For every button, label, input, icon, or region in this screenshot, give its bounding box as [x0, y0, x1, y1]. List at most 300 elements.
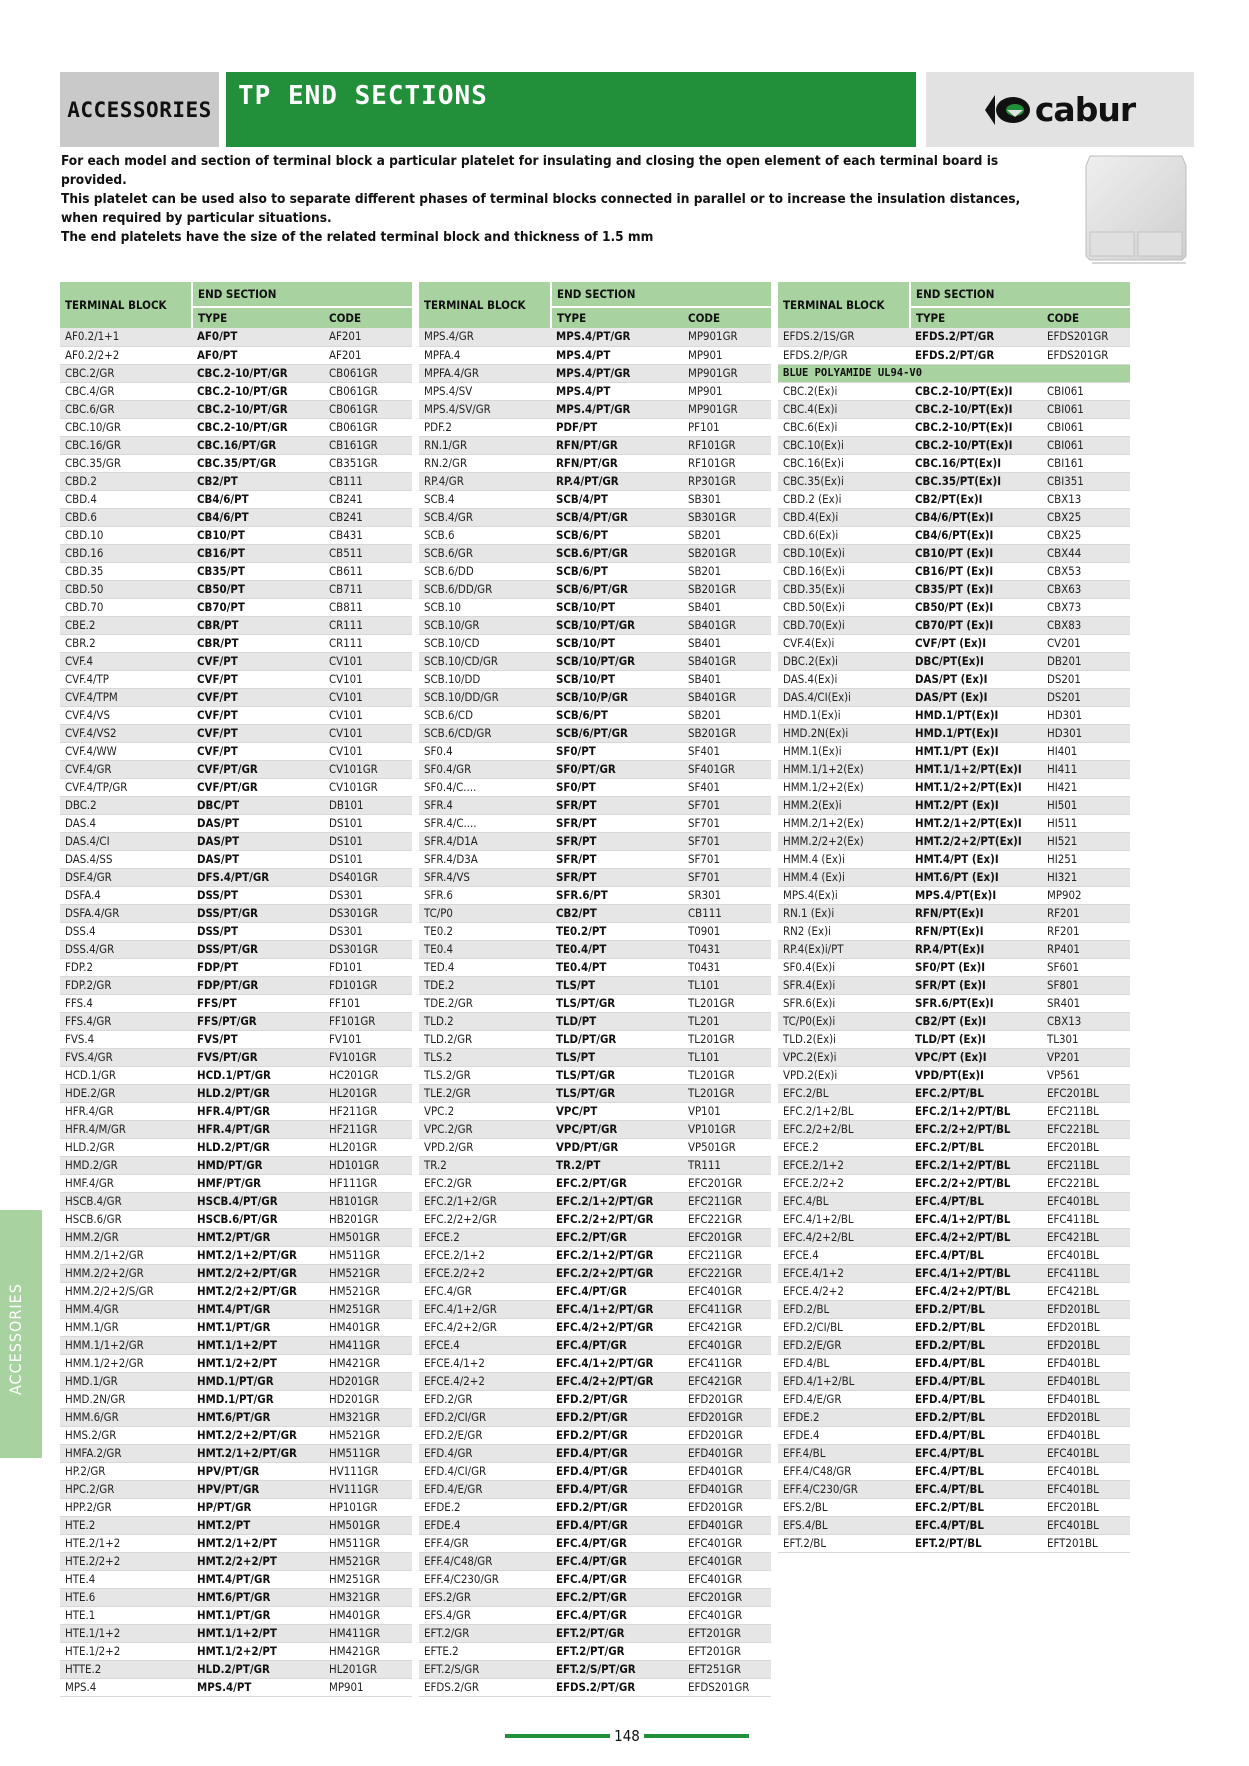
- table-row: [419, 1102, 771, 1120]
- table-row: [778, 1138, 1130, 1156]
- table-row: [419, 1606, 771, 1624]
- type-cell: MPS.4/PT: [551, 346, 683, 364]
- code-cell: FF101GR: [324, 1012, 412, 1030]
- type-cell: DAS/PT (Ex)I: [910, 670, 1042, 688]
- terminal-block-cell: CBC.16/GR: [60, 436, 192, 454]
- table-row: [60, 1642, 412, 1660]
- code-cell: DB201: [1042, 652, 1130, 670]
- table-row: [60, 1660, 412, 1678]
- code-cell: MP901GR: [683, 400, 771, 418]
- table-row: [778, 1156, 1130, 1174]
- terminal-block-cell: CBC.6/GR: [60, 400, 192, 418]
- table-row: [60, 454, 412, 472]
- terminal-block-cell: EFC.2/1+2/BL: [778, 1102, 910, 1120]
- terminal-block-cell: DAS.4/CI(Ex)i: [778, 688, 910, 706]
- type-cell: VPD/PT(Ex)I: [910, 1066, 1042, 1084]
- code-cell: CB061GR: [324, 400, 412, 418]
- table-row: [419, 1336, 771, 1354]
- terminal-block-cell: HTE.2/1+2: [60, 1534, 192, 1552]
- terminal-block-cell: CVF.4(Ex)i: [778, 634, 910, 652]
- code-cell: EFT201BL: [1042, 1534, 1130, 1552]
- type-cell: EFC.4/PT/GR: [551, 1282, 683, 1300]
- terminal-block-cell: EFC.2/BL: [778, 1084, 910, 1102]
- table-row: [778, 922, 1130, 940]
- table-row: [778, 742, 1130, 760]
- table-row: [778, 1372, 1130, 1390]
- type-cell: SCB/10/PT: [551, 634, 683, 652]
- table-row: [419, 1390, 771, 1408]
- table-row: [778, 814, 1130, 832]
- type-cell: SCB/10/PT: [551, 598, 683, 616]
- terminal-block-cell: CBD.6(Ex)i: [778, 526, 910, 544]
- table-row: [778, 562, 1130, 580]
- table-row: [778, 1426, 1130, 1444]
- type-cell: EFC.2/2+2/PT/BL: [910, 1120, 1042, 1138]
- side-tab-label: ACCESSORIES: [6, 1283, 25, 1395]
- code-cell: SB301GR: [683, 508, 771, 526]
- terminal-block-cell: CBC.10/GR: [60, 418, 192, 436]
- terminal-block-cell: EFC.2/GR: [419, 1174, 551, 1192]
- header-type: TYPE: [192, 307, 324, 328]
- terminal-block-cell: EFCE.4/1+2: [419, 1354, 551, 1372]
- table-row: [419, 1228, 771, 1246]
- table-row: [778, 904, 1130, 922]
- type-cell: EFD.4/PT/GR: [551, 1480, 683, 1498]
- code-cell: TL301: [1042, 1030, 1130, 1048]
- type-cell: SFR/PT: [551, 868, 683, 886]
- terminal-block-cell: SCB.10/DD/GR: [419, 688, 551, 706]
- type-cell: FFS/PT/GR: [192, 1012, 324, 1030]
- code-cell: CV101GR: [324, 760, 412, 778]
- type-cell: FVS/PT: [192, 1030, 324, 1048]
- code-cell: CR111: [324, 634, 412, 652]
- terminal-block-cell: EFT.2/S/GR: [419, 1660, 551, 1678]
- code-cell: CB711: [324, 580, 412, 598]
- code-cell: CV201: [1042, 634, 1130, 652]
- code-cell: HM321GR: [324, 1588, 412, 1606]
- code-cell: EFD201GR: [683, 1498, 771, 1516]
- type-cell: HSCB.6/PT/GR: [192, 1210, 324, 1228]
- type-cell: EFC.4/2+2/PT/BL: [910, 1228, 1042, 1246]
- type-cell: CBC.16/PT(Ex)I: [910, 454, 1042, 472]
- terminal-block-cell: EFCE.2/2+2: [778, 1174, 910, 1192]
- table-row: [778, 346, 1130, 364]
- terminal-block-cell: CBC.4(Ex)i: [778, 400, 910, 418]
- table-row: [419, 472, 771, 490]
- terminal-block-cell: TC/P0(Ex)i: [778, 1012, 910, 1030]
- table-row: [419, 814, 771, 832]
- type-cell: FFS/PT: [192, 994, 324, 1012]
- code-cell: EFD201BL: [1042, 1408, 1130, 1426]
- code-cell: CV101GR: [324, 778, 412, 796]
- code-cell: CV101: [324, 670, 412, 688]
- type-cell: CB10/PT: [192, 526, 324, 544]
- type-cell: EFC.4/PT/BL: [910, 1516, 1042, 1534]
- type-cell: HSCB.4/PT/GR: [192, 1192, 324, 1210]
- terminal-block-cell: EFD.2/CI/BL: [778, 1318, 910, 1336]
- code-cell: EFC201BL: [1042, 1138, 1130, 1156]
- table-row: [778, 1444, 1130, 1462]
- type-cell: FVS/PT/GR: [192, 1048, 324, 1066]
- type-cell: HMT.6/PT/GR: [192, 1588, 324, 1606]
- table-row: [60, 1354, 412, 1372]
- terminal-block-cell: CVF.4/WW: [60, 742, 192, 760]
- terminal-block-cell: HPP.2/GR: [60, 1498, 192, 1516]
- type-cell: EFDS.2/PT/GR: [910, 328, 1042, 346]
- table-row: [419, 1084, 771, 1102]
- table-row: [419, 1318, 771, 1336]
- code-cell: EFC201GR: [683, 1228, 771, 1246]
- table-row: [419, 364, 771, 382]
- terminal-block-cell: EFT.2/GR: [419, 1624, 551, 1642]
- type-cell: CB4/6/PT: [192, 508, 324, 526]
- type-cell: RFN/PT/GR: [551, 436, 683, 454]
- type-cell: EFD.2/PT/BL: [910, 1408, 1042, 1426]
- code-cell: SF401: [683, 742, 771, 760]
- type-cell: EFC.4/PT/BL: [910, 1444, 1042, 1462]
- terminal-block-cell: EFC.2/1+2/GR: [419, 1192, 551, 1210]
- code-cell: HV111GR: [324, 1462, 412, 1480]
- end-section-table-3: [778, 282, 1130, 1553]
- code-cell: HD201GR: [324, 1390, 412, 1408]
- type-cell: EFC.4/1+2/PT/GR: [551, 1300, 683, 1318]
- table-row: [778, 1336, 1130, 1354]
- terminal-block-cell: PDF.2: [419, 418, 551, 436]
- terminal-block-cell: EFC.4/1+2/GR: [419, 1300, 551, 1318]
- code-cell: CBI061: [1042, 418, 1130, 436]
- table-row: [60, 1552, 412, 1570]
- terminal-block-cell: MPS.4: [60, 1678, 192, 1696]
- code-cell: DS301: [324, 886, 412, 904]
- code-cell: TR111: [683, 1156, 771, 1174]
- code-cell: HF111GR: [324, 1174, 412, 1192]
- type-cell: EFC.2/1+2/PT/BL: [910, 1156, 1042, 1174]
- terminal-block-cell: EFD.4/CI/GR: [419, 1462, 551, 1480]
- code-cell: CBI351: [1042, 472, 1130, 490]
- terminal-block-cell: TC/P0: [419, 904, 551, 922]
- table-row: [419, 1048, 771, 1066]
- code-cell: CB111: [683, 904, 771, 922]
- table-row: [419, 742, 771, 760]
- code-cell: EFDS201GR: [683, 1678, 771, 1696]
- terminal-block-cell: FFS.4/GR: [60, 1012, 192, 1030]
- terminal-block-cell: CVF.4/TP: [60, 670, 192, 688]
- terminal-block-cell: EFD.4/E/GR: [419, 1480, 551, 1498]
- table-row: [419, 1246, 771, 1264]
- table-row: [419, 1210, 771, 1228]
- type-cell: EFD.4/PT/GR: [551, 1516, 683, 1534]
- code-cell: EFDS201GR: [1042, 328, 1130, 346]
- terminal-block-cell: SCB.10/DD: [419, 670, 551, 688]
- terminal-block-cell: HCD.1/GR: [60, 1066, 192, 1084]
- type-cell: HMT.2/1+2/PT/GR: [192, 1444, 324, 1462]
- table-row: [419, 616, 771, 634]
- terminal-block-cell: CBC.35/GR: [60, 454, 192, 472]
- table-row: [60, 1300, 412, 1318]
- type-cell: EFD.2/PT/GR: [551, 1498, 683, 1516]
- type-cell: TR.2/PT: [551, 1156, 683, 1174]
- type-cell: SFR/PT: [551, 850, 683, 868]
- type-cell: CBC.2-10/PT(Ex)I: [910, 418, 1042, 436]
- code-cell: VP101: [683, 1102, 771, 1120]
- terminal-block-cell: SF0.4: [419, 742, 551, 760]
- code-cell: EFD401GR: [683, 1480, 771, 1498]
- code-cell: T0901: [683, 922, 771, 940]
- table-row: [778, 1084, 1130, 1102]
- terminal-block-cell: EFDS.2/GR: [419, 1678, 551, 1696]
- code-cell: SB201: [683, 526, 771, 544]
- table-row: [419, 1516, 771, 1534]
- type-cell: HMT.6/PT/GR: [192, 1408, 324, 1426]
- table-row: [60, 1408, 412, 1426]
- table-row: [60, 1174, 412, 1192]
- terminal-block-cell: CBD.16(Ex)i: [778, 562, 910, 580]
- table-row: [60, 1228, 412, 1246]
- type-cell: CBC.2-10/PT(Ex)I: [910, 436, 1042, 454]
- terminal-block-cell: EFTE.2: [419, 1642, 551, 1660]
- header-terminal-block: TERMINAL BLOCK: [778, 282, 910, 328]
- table-row: [419, 994, 771, 1012]
- type-cell: TE0.4/PT: [551, 958, 683, 976]
- terminal-block-cell: SF0.4/C....: [419, 778, 551, 796]
- table-row: [778, 328, 1130, 346]
- code-cell: EFD201BL: [1042, 1300, 1130, 1318]
- terminal-block-cell: CVF.4: [60, 652, 192, 670]
- table-row: [419, 832, 771, 850]
- type-cell: SF0/PT (Ex)I: [910, 958, 1042, 976]
- terminal-block-cell: CBD.10(Ex)i: [778, 544, 910, 562]
- code-cell: HV111GR: [324, 1480, 412, 1498]
- table-row: [419, 508, 771, 526]
- type-cell: SFR.6/PT(Ex)I: [910, 994, 1042, 1012]
- terminal-block-cell: HFR.4/GR: [60, 1102, 192, 1120]
- page-number: 148: [614, 1727, 640, 1745]
- type-cell: EFC.4/1+2/PT/BL: [910, 1264, 1042, 1282]
- table-row: [419, 1588, 771, 1606]
- terminal-block-cell: EFDE.2: [778, 1408, 910, 1426]
- type-cell: HMT.2/1+2/PT/GR: [192, 1246, 324, 1264]
- type-cell: DBC/PT(Ex)I: [910, 652, 1042, 670]
- terminal-block-cell: SCB.6: [419, 526, 551, 544]
- type-cell: CBC.16/PT/GR: [192, 436, 324, 454]
- terminal-block-cell: DBC.2(Ex)i: [778, 652, 910, 670]
- terminal-block-cell: RN.1 (Ex)i: [778, 904, 910, 922]
- code-cell: HI411: [1042, 760, 1130, 778]
- header-terminal-block: TERMINAL BLOCK: [419, 282, 551, 328]
- type-cell: SF0/PT/GR: [551, 760, 683, 778]
- table-row: [778, 1480, 1130, 1498]
- table-row: [778, 472, 1130, 490]
- type-cell: HMT.6/PT (Ex)I: [910, 868, 1042, 886]
- type-cell: HMD.1/PT(Ex)I: [910, 706, 1042, 724]
- table-row: [60, 1138, 412, 1156]
- type-cell: DBC/PT: [192, 796, 324, 814]
- type-cell: HMD.1/PT/GR: [192, 1372, 324, 1390]
- code-cell: SF601: [1042, 958, 1130, 976]
- type-cell: HMD/PT/GR: [192, 1156, 324, 1174]
- type-cell: CB16/PT (Ex)I: [910, 562, 1042, 580]
- code-cell: CB811: [324, 598, 412, 616]
- table-row: [419, 1012, 771, 1030]
- table-row: [419, 1120, 771, 1138]
- terminal-block-cell: MPS.4/GR: [419, 328, 551, 346]
- table-row: [60, 1588, 412, 1606]
- header-end-section: END SECTION: [910, 282, 1130, 307]
- type-cell: HMT.2/PT/GR: [192, 1228, 324, 1246]
- terminal-block-cell: CBC.6(Ex)i: [778, 418, 910, 436]
- type-cell: CBC.2-10/PT(Ex)I: [910, 400, 1042, 418]
- code-cell: DS301GR: [324, 904, 412, 922]
- table-row: [60, 670, 412, 688]
- terminal-block-cell: RP.4/GR: [419, 472, 551, 490]
- terminal-block-cell: CBE.2: [60, 616, 192, 634]
- terminal-block-cell: SFR.4/D3A: [419, 850, 551, 868]
- terminal-block-cell: HTE.1: [60, 1606, 192, 1624]
- table-row: [419, 580, 771, 598]
- code-cell: EFC201BL: [1042, 1084, 1130, 1102]
- type-cell: HMT.4/PT/GR: [192, 1570, 324, 1588]
- table-row: [778, 976, 1130, 994]
- type-cell: SCB.6/PT/GR: [551, 544, 683, 562]
- type-cell: FDP/PT: [192, 958, 324, 976]
- code-cell: EFC401BL: [1042, 1516, 1130, 1534]
- terminal-block-cell: HMM.2/2+2(Ex): [778, 832, 910, 850]
- table-row: [419, 976, 771, 994]
- code-cell: EFD401GR: [683, 1444, 771, 1462]
- type-cell: EFC.2/PT/BL: [910, 1138, 1042, 1156]
- code-cell: EFC401BL: [1042, 1462, 1130, 1480]
- terminal-block-cell: CBD.16: [60, 544, 192, 562]
- terminal-block-cell: MPS.4(Ex)i: [778, 886, 910, 904]
- table-row: [419, 544, 771, 562]
- type-cell: EFC.4/PT/GR: [551, 1336, 683, 1354]
- section-label: ACCESSORIES: [60, 72, 219, 147]
- table-row: [60, 958, 412, 976]
- table-row: [778, 1498, 1130, 1516]
- terminal-block-cell: TLD.2/GR: [419, 1030, 551, 1048]
- logo-icon: [985, 95, 1033, 125]
- terminal-block-cell: CBD.10: [60, 526, 192, 544]
- table-row: [60, 328, 412, 346]
- type-cell: EFD.4/PT/GR: [551, 1444, 683, 1462]
- table-row: [778, 706, 1130, 724]
- table-row: [419, 796, 771, 814]
- table-row: [60, 580, 412, 598]
- table-row: [60, 598, 412, 616]
- type-cell: HMT.1/2+2/PT: [192, 1354, 324, 1372]
- terminal-block-cell: FDP.2: [60, 958, 192, 976]
- code-cell: SR401: [1042, 994, 1130, 1012]
- terminal-block-cell: CBD.4: [60, 490, 192, 508]
- table-row: [60, 436, 412, 454]
- table-row: [778, 1066, 1130, 1084]
- type-cell: RP.4/PT/GR: [551, 472, 683, 490]
- table-row: [60, 922, 412, 940]
- table-row: [778, 1300, 1130, 1318]
- code-cell: HM501GR: [324, 1516, 412, 1534]
- terminal-block-cell: HMD.2N/GR: [60, 1390, 192, 1408]
- terminal-block-cell: SFR.4(Ex)i: [778, 976, 910, 994]
- terminal-block-cell: CBC.10(Ex)i: [778, 436, 910, 454]
- terminal-block-cell: HMM.4/GR: [60, 1300, 192, 1318]
- type-cell: EFC.4/1+2/PT/GR: [551, 1354, 683, 1372]
- table-row: [778, 1120, 1130, 1138]
- end-section-table-2: [419, 282, 771, 1697]
- type-cell: CB50/PT (Ex)I: [910, 598, 1042, 616]
- header-code: CODE: [683, 307, 771, 328]
- terminal-block-cell: EFC.2/2+2/GR: [419, 1210, 551, 1228]
- terminal-block-cell: EFDE.4: [419, 1516, 551, 1534]
- table-row: [60, 994, 412, 1012]
- terminal-block-cell: SFR.6: [419, 886, 551, 904]
- terminal-block-cell: EFS.4/GR: [419, 1606, 551, 1624]
- terminal-block-cell: EFCE.2/1+2: [778, 1156, 910, 1174]
- table-row: [60, 562, 412, 580]
- table-row: [60, 832, 412, 850]
- table-row: [60, 760, 412, 778]
- terminal-block-cell: FVS.4: [60, 1030, 192, 1048]
- intro-line: This platelet can be used also to separate different phases of terminal blocks connected in parallel or to increase the insulation distances, when required by particular situations.: [61, 191, 1021, 226]
- type-cell: DAS/PT: [192, 850, 324, 868]
- terminal-block-cell: HMM.4 (Ex)i: [778, 850, 910, 868]
- terminal-block-cell: HLD.2/GR: [60, 1138, 192, 1156]
- table-row: [60, 490, 412, 508]
- code-cell: EFC401BL: [1042, 1192, 1130, 1210]
- code-cell: HF211GR: [324, 1120, 412, 1138]
- type-cell: VPC/PT (Ex)I: [910, 1048, 1042, 1066]
- table-row: [60, 1156, 412, 1174]
- terminal-block-cell: EFT.2/BL: [778, 1534, 910, 1552]
- table-row: [60, 1012, 412, 1030]
- type-cell: DAS/PT: [192, 832, 324, 850]
- table-row: [60, 508, 412, 526]
- table-row: [419, 598, 771, 616]
- code-cell: CBI161: [1042, 454, 1130, 472]
- code-cell: EFD201BL: [1042, 1318, 1130, 1336]
- code-cell: HM511GR: [324, 1246, 412, 1264]
- type-cell: TLD/PT: [551, 1012, 683, 1030]
- type-cell: HMT.1/1+2/PT: [192, 1336, 324, 1354]
- table-row: [60, 778, 412, 796]
- code-cell: SB201GR: [683, 724, 771, 742]
- table-row: [60, 742, 412, 760]
- code-cell: CB061GR: [324, 418, 412, 436]
- type-cell: EFD.4/PT/GR: [551, 1462, 683, 1480]
- type-cell: CB2/PT: [192, 472, 324, 490]
- type-cell: EFDS.2/PT/GR: [551, 1678, 683, 1696]
- type-cell: CBC.35/PT/GR: [192, 454, 324, 472]
- type-cell: SCB/4/PT/GR: [551, 508, 683, 526]
- table-row: [60, 652, 412, 670]
- table-row: [60, 1066, 412, 1084]
- table-row: [60, 796, 412, 814]
- terminal-block-cell: SF0.4(Ex)i: [778, 958, 910, 976]
- intro-line: The end platelets have the size of the related terminal block and thickness of 1.5 mm: [61, 229, 654, 245]
- terminal-block-cell: RN.2/GR: [419, 454, 551, 472]
- code-cell: SB201: [683, 706, 771, 724]
- terminal-block-cell: SCB.6/DD: [419, 562, 551, 580]
- type-cell: AF0/PT: [192, 346, 324, 364]
- code-cell: EFC401BL: [1042, 1444, 1130, 1462]
- terminal-block-cell: HTE.1/1+2: [60, 1624, 192, 1642]
- type-cell: EFC.2/2+2/PT/GR: [551, 1264, 683, 1282]
- type-cell: SF0/PT: [551, 778, 683, 796]
- terminal-block-cell: HMM.1/GR: [60, 1318, 192, 1336]
- table-row: [60, 1480, 412, 1498]
- code-cell: HM411GR: [324, 1336, 412, 1354]
- code-cell: EFC221BL: [1042, 1120, 1130, 1138]
- terminal-block-cell: HMM.2/2+2/S/GR: [60, 1282, 192, 1300]
